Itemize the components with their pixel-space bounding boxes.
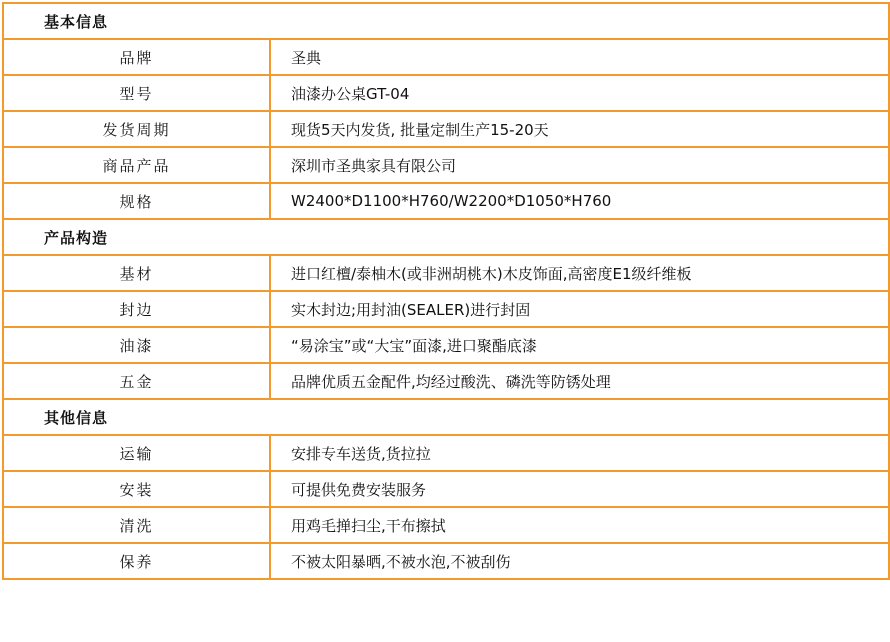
row-label: 品牌	[3, 39, 270, 75]
table-row	[3, 543, 889, 579]
row-value: 不被太阳暴晒,不被水泡,不被刮伤	[270, 543, 889, 579]
row-label: 封边	[3, 291, 270, 327]
row-value: “易涂宝”或“大宝”面漆,进口聚酯底漆	[270, 327, 889, 363]
section-title: 产品构造	[3, 219, 889, 255]
row-value: 油漆办公桌GT-04	[270, 75, 889, 111]
row-label: 保养	[3, 543, 270, 579]
row-label: 五金	[3, 363, 270, 399]
row-value: 安排专车送货,货拉拉	[270, 435, 889, 471]
row-value: 品牌优质五金配件,均经过酸洗、磷洗等防锈处理	[270, 363, 889, 399]
row-value: W2400*D1100*H760/W2200*D1050*H760	[270, 183, 889, 219]
row-value: 深圳市圣典家具有限公司	[270, 147, 889, 183]
table-row	[3, 291, 889, 327]
row-label: 安装	[3, 471, 270, 507]
section-title: 基本信息	[3, 3, 889, 39]
table-row	[3, 471, 889, 507]
table-row	[3, 255, 889, 291]
table-row	[3, 183, 889, 219]
row-value: 实木封边;用封油(SEALER)进行封固	[270, 291, 889, 327]
section-header-basic	[3, 3, 889, 39]
row-value: 圣典	[270, 39, 889, 75]
table-row	[3, 507, 889, 543]
row-label: 发货周期	[3, 111, 270, 147]
row-value: 用鸡毛掸扫尘,干布擦拭	[270, 507, 889, 543]
row-value: 进口红檀/泰柚木(或非洲胡桃木)木皮饰面,高密度E1级纤维板	[270, 255, 889, 291]
table-row	[3, 435, 889, 471]
product-spec-table	[2, 2, 890, 580]
table-row	[3, 75, 889, 111]
table-row	[3, 363, 889, 399]
row-label: 油漆	[3, 327, 270, 363]
table-row	[3, 111, 889, 147]
row-label: 运输	[3, 435, 270, 471]
row-label: 基材	[3, 255, 270, 291]
section-header-other	[3, 399, 889, 435]
table-row	[3, 327, 889, 363]
row-value: 现货5天内发货, 批量定制生产15-20天	[270, 111, 889, 147]
table-row	[3, 39, 889, 75]
row-label: 商品产品	[3, 147, 270, 183]
row-value: 可提供免费安装服务	[270, 471, 889, 507]
table-row	[3, 147, 889, 183]
row-label: 清洗	[3, 507, 270, 543]
section-title: 其他信息	[3, 399, 889, 435]
section-header-construction	[3, 219, 889, 255]
row-label: 规格	[3, 183, 270, 219]
row-label: 型号	[3, 75, 270, 111]
